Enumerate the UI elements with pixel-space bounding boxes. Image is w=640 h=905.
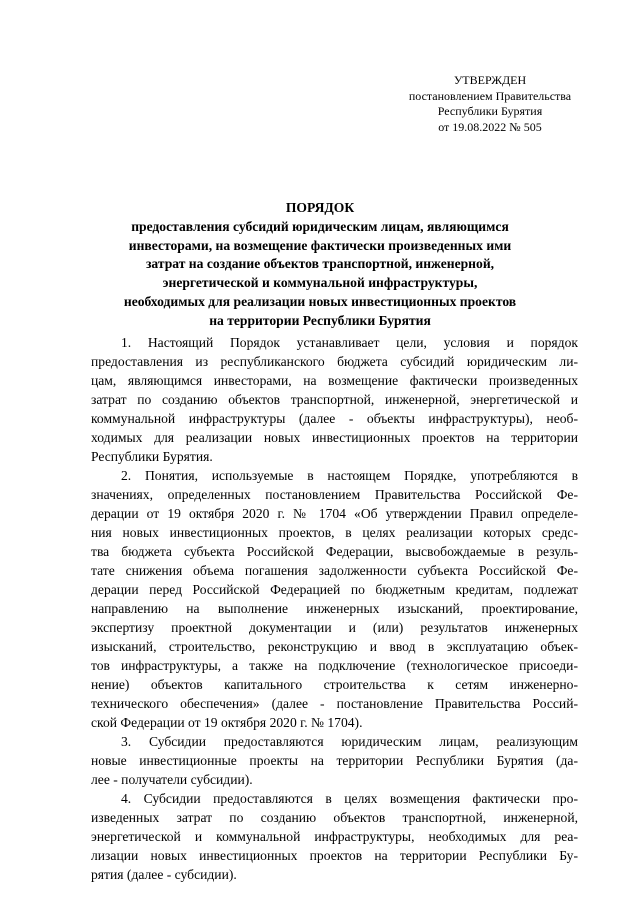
text-line: направлению на выполнение инженерных изысканий, проектирование, <box>91 601 578 616</box>
title-line: на территории Республики Бурятия <box>209 312 431 328</box>
approval-stamp <box>380 73 600 135</box>
document-title <box>80 199 560 331</box>
text-line: дерации перед Российской Федерацией по бюджетным кредитам, подлежат <box>91 582 578 597</box>
text-line: значениях, определенных постановлением Правительства Российской Фе- <box>91 487 578 502</box>
text-line: лизации новых инвестиционных проектов на территории Республики Бу- <box>91 848 578 863</box>
text-line: коммунальной инфраструктуры (далее - объекты инфраструктуры), необ- <box>91 411 578 426</box>
text-line: 2. Понятия, используемые в настоящем Порядке, употребляются в <box>121 468 578 483</box>
title-line: необходимых для реализации новых инвестиционных проектов <box>123 293 517 309</box>
text-line: ходимых для реализации новых инвестиционных проектов на территории <box>91 430 578 445</box>
text-line: новые инвестиционные проекты на территории Республики Бурятия (да- <box>91 753 578 768</box>
text-line: энергетической и коммунальной инфраструктуры, необходимых для реа- <box>91 829 578 844</box>
text-line: изведенных затрат по созданию объектов транспортной, инженерной, <box>91 810 578 825</box>
text-line: цам, являющимся инвесторами, на возмещение фактически произведенных <box>91 373 578 388</box>
title-line: инвесторами, на возмещение фактически произведенных ими <box>128 237 512 253</box>
approval-line: Республики Бурятия <box>437 104 543 118</box>
text-line: экспертизу проектной документации и (или) результатов инженерных <box>91 620 578 635</box>
text-line: изысканий, строительство, реконструкцию и ввод в эксплуатацию объек- <box>91 639 578 654</box>
text-line: 4. Субсидии предоставляются в целях возмещения фактически про- <box>121 791 578 806</box>
text-line: ния новых инвестиционных проектов, в целях реализации которых средс- <box>91 525 578 540</box>
text-line: 1. Настоящий Порядок устанавливает цели, условия и порядок <box>121 335 578 350</box>
text-line: ской Федерации от 19 октября 2020 г. № 1704). <box>91 715 363 730</box>
text-line: рятия (далее - субсидии). <box>91 867 237 882</box>
paragraph-3 <box>91 732 578 789</box>
text-line: дерации от 19 октября 2020 г. № 1704 «Об утверждении Правил определе- <box>91 506 578 521</box>
text-line: технического обеспечения» (далее - постановление Правительства Россий- <box>91 696 578 711</box>
title-line: предоставления субсидий юридическим лицам, являющимся <box>131 218 509 234</box>
document-body <box>91 333 578 884</box>
approval-heading: УТВЕРЖДЕН <box>453 73 527 87</box>
text-line: тов инфраструктуры, а также на подключение (технологическое присоеди- <box>91 658 578 673</box>
text-line: предоставления из республиканского бюджета субсидий юридическим ли- <box>91 354 578 369</box>
text-line: тате снижения объема погашения задолженности субъекта Российской Фе- <box>91 563 578 578</box>
title-line: энергетической и коммунальной инфраструктуры, <box>162 275 478 291</box>
text-line: 3. Субсидии предоставляются юридическим лицам, реализующим <box>121 734 578 749</box>
title-heading: ПОРЯДОК <box>285 200 355 215</box>
paragraph-2 <box>91 466 578 732</box>
paragraph-4 <box>91 789 578 884</box>
text-line: Республики Бурятия. <box>91 449 213 464</box>
text-line: затрат по созданию объектов транспортной, инженерной, энергетической и <box>91 392 578 407</box>
text-line: нение) объектов капитального строительства к сетям инженерно- <box>91 677 578 692</box>
title-line: затрат на создание объектов транспортной, инженерной, <box>145 256 495 272</box>
paragraph-1 <box>91 333 578 466</box>
approval-line: постановлением Правительства <box>408 88 572 103</box>
text-line: лее - получатели субсидии). <box>91 772 253 787</box>
approval-date-number: от 19.08.2022 № 505 <box>438 119 542 134</box>
text-line: тва бюджета субъекта Российской Федерации, высвобождаемые в резуль- <box>91 544 578 559</box>
